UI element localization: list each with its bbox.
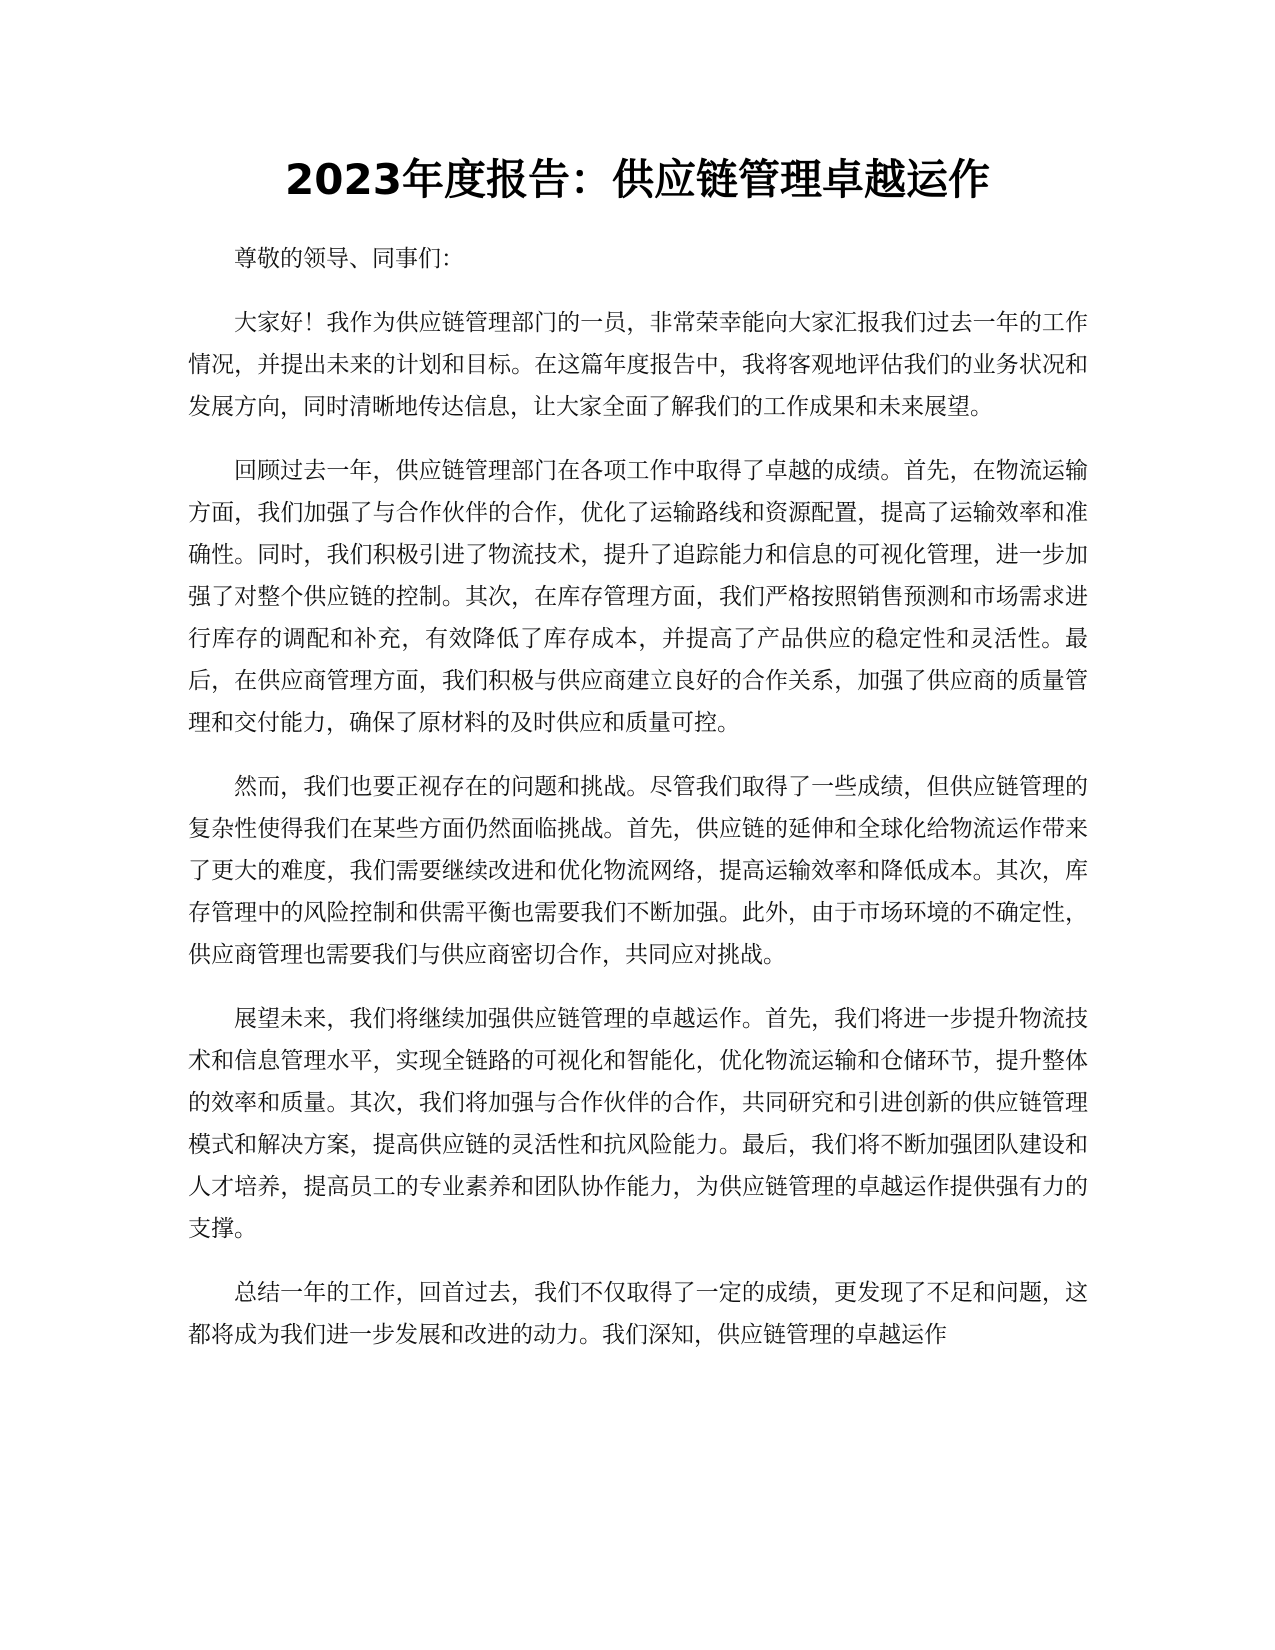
summary-paragraph: 总结一年的工作，回首过去，我们不仅取得了一定的成绩，更发现了不足和问题，这都将成为我们进一步发展和改进的动力。我们深知，供应链管理的卓越运作 xyxy=(188,1280,1088,1348)
document-body xyxy=(188,238,1088,1378)
intro-paragraph: 大家好！我作为供应链管理部门的一员，非常荣幸能向大家汇报我们过去一年的工作情况，并提出未来的计划和目标。在这篇年度报告中，我将客观地评估我们的业务状况和发展方向，同时清晰地传达信息，让大家全面了解我们的工作成果和未来展望。 xyxy=(188,310,1088,420)
salutation-paragraph: 尊敬的领导、同事们： xyxy=(234,246,464,272)
outlook-paragraph: 展望未来，我们将继续加强供应链管理的卓越运作。首先，我们将进一步提升物流技术和信息管理水平，实现全链路的可视化和智能化，优化物流运输和仓储环节，提升整体的效率和质量。其次，我们将加强与合作伙伴的合作，共同研究和引进创新的供应链管理模式和解决方案，提高供应链的灵活性和抗风险能力。最后，我们将不断加强团队建设和人才培养，提高员工的专业素养和团队协作能力，为供应链管理的卓越运作提供强有力的支撑。 xyxy=(188,1006,1088,1242)
review-paragraph: 回顾过去一年，供应链管理部门在各项工作中取得了卓越的成绩。首先，在物流运输方面，我们加强了与合作伙伴的合作，优化了运输路线和资源配置，提高了运输效率和准确性。同时，我们积极引进了物流技术，提升了追踪能力和信息的可视化管理，进一步加强了对整个供应链的控制。其次，在库存管理方面，我们严格按照销售预测和市场需求进行库存的调配和补充，有效降低了库存成本，并提高了产品供应的稳定性和灵活性。最后，在供应商管理方面，我们积极与供应商建立良好的合作关系，加强了供应商的质量管理和交付能力，确保了原材料的及时供应和质量可控。 xyxy=(188,458,1088,736)
challenges-paragraph: 然而，我们也要正视存在的问题和挑战。尽管我们取得了一些成绩，但供应链管理的复杂性使得我们在某些方面仍然面临挑战。首先，供应链的延伸和全球化给物流运作带来了更大的难度，我们需要继续改进和优化物流网络，提高运输效率和降低成本。其次，库存管理中的风险控制和供需平衡也需要我们不断加强。此外，由于市场环境的不确定性，供应商管理也需要我们与供应商密切合作，共同应对挑战。 xyxy=(188,774,1088,968)
document-title: 2023年度报告：供应链管理卓越运作 xyxy=(285,155,990,204)
